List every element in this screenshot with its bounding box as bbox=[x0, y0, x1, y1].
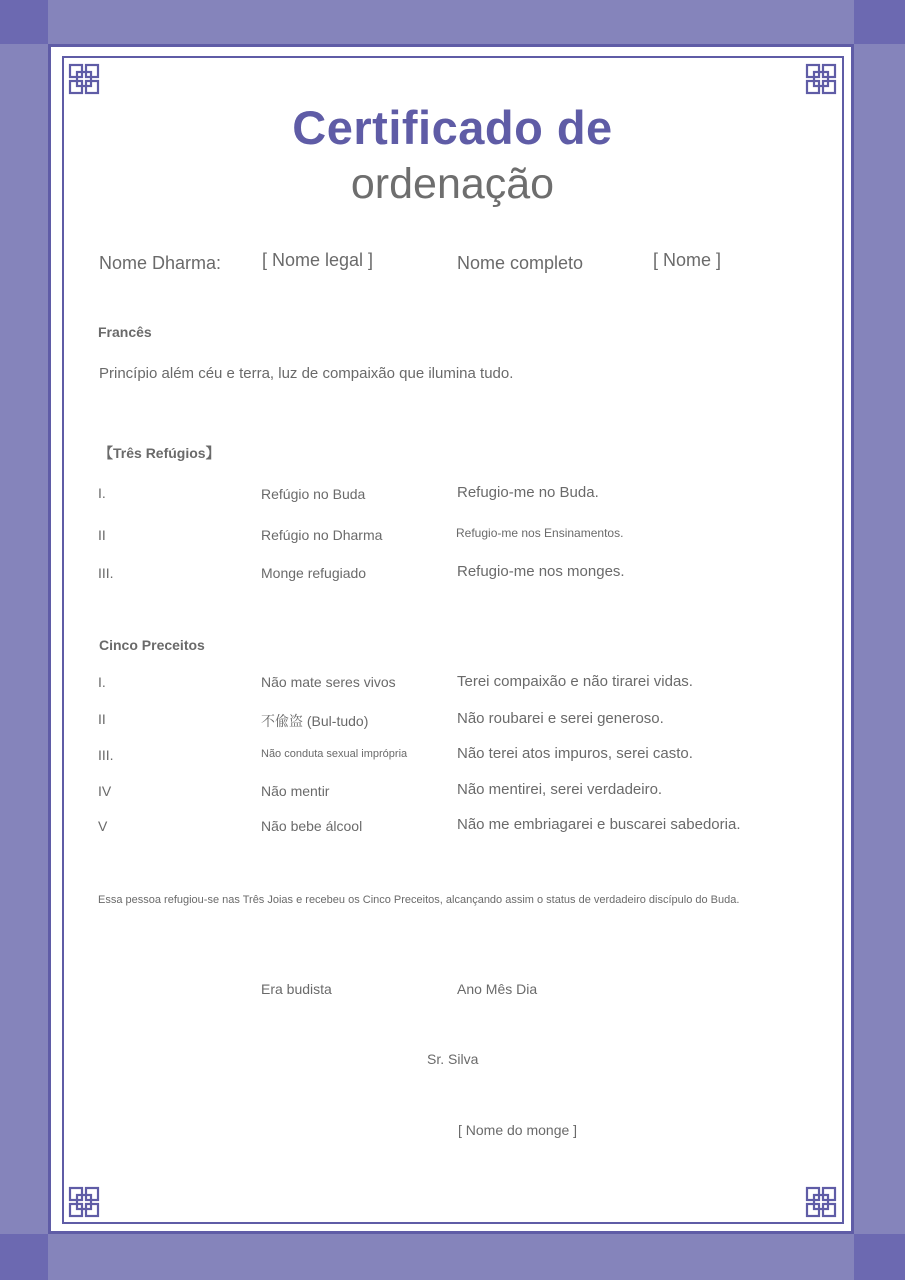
section-heading-frances: Francês bbox=[98, 324, 152, 340]
refuge-vow: Refugio-me nos monges. bbox=[457, 563, 625, 580]
refuge-name: Refúgio no Dharma bbox=[261, 527, 383, 543]
background-band bbox=[48, 0, 854, 44]
title-line-1: Certificado de bbox=[292, 101, 613, 154]
section-heading-refuges: 【Três Refúgios】 bbox=[99, 445, 220, 461]
precept-name: Não mentir bbox=[261, 783, 330, 799]
signer-name: Sr. Silva bbox=[427, 1051, 479, 1067]
corner-block-bottom-right bbox=[854, 1234, 905, 1280]
precept-name: Não mate seres vivos bbox=[261, 674, 396, 690]
precept-vow: Não roubarei e serei generoso. bbox=[457, 710, 664, 727]
precept-vow: Não terei atos impuros, serei casto. bbox=[457, 745, 693, 762]
full-name-label: Nome completo bbox=[457, 253, 584, 273]
precept-name: Não conduta sexual imprópria bbox=[261, 748, 408, 760]
monk-name: [ Nome do monge ] bbox=[458, 1122, 578, 1138]
refuge-name: Refúgio no Buda bbox=[261, 486, 366, 502]
era-label: Era budista bbox=[261, 981, 332, 997]
refuge-number: II bbox=[98, 527, 106, 543]
dharma-name-label: Nome Dharma: bbox=[99, 253, 222, 273]
precept-vow: Terei compaixão e não tirarei vidas. bbox=[457, 673, 693, 690]
chinese-knot-icon bbox=[68, 63, 100, 95]
precept-number: III. bbox=[98, 747, 114, 763]
corner-block-bottom-left bbox=[0, 1234, 48, 1280]
refuge-number: I. bbox=[98, 485, 106, 501]
date-label: Ano Mês Dia bbox=[457, 981, 538, 997]
refuge-number: III. bbox=[98, 565, 114, 581]
precept-number: IV bbox=[98, 783, 112, 799]
refuge-vow: Refugio-me nos Ensinamentos. bbox=[456, 526, 624, 540]
corner-block-top-right bbox=[854, 0, 905, 44]
section-heading-precepts: Cinco Preceitos bbox=[99, 637, 205, 653]
precept-number: I. bbox=[98, 674, 106, 690]
precept-vow: Não mentirei, serei verdadeiro. bbox=[457, 781, 663, 798]
precept-vow: Não me embriagarei e buscarei sabedoria. bbox=[457, 816, 741, 833]
frances-text: Princípio além céu e terra, luz de compaixão que ilumina tudo. bbox=[99, 365, 514, 382]
chinese-knot-icon bbox=[805, 63, 837, 95]
full-name-value: [ Nome ] bbox=[653, 250, 722, 270]
precept-name: Não bebe álcool bbox=[261, 818, 363, 834]
chinese-knot-icon bbox=[805, 1186, 837, 1218]
precept-number: II bbox=[98, 711, 106, 727]
refuge-vow: Refugio-me no Buda. bbox=[457, 484, 599, 501]
title-line-2: ordenação bbox=[350, 160, 555, 208]
statement-text: Essa pessoa refugiou-se nas Três Joias e recebeu os Cinco Preceitos, alcançando assim o status de verdadeiro discípulo do Buda. bbox=[98, 894, 740, 906]
refuge-name: Monge refugiado bbox=[261, 565, 367, 581]
dharma-name-value: [ Nome legal ] bbox=[262, 250, 374, 270]
corner-block-top-left bbox=[0, 0, 48, 44]
precept-number: V bbox=[98, 818, 108, 834]
chinese-knot-icon bbox=[68, 1186, 100, 1218]
precept-name: 不偸盗 (Bul-tudo) bbox=[261, 713, 369, 729]
